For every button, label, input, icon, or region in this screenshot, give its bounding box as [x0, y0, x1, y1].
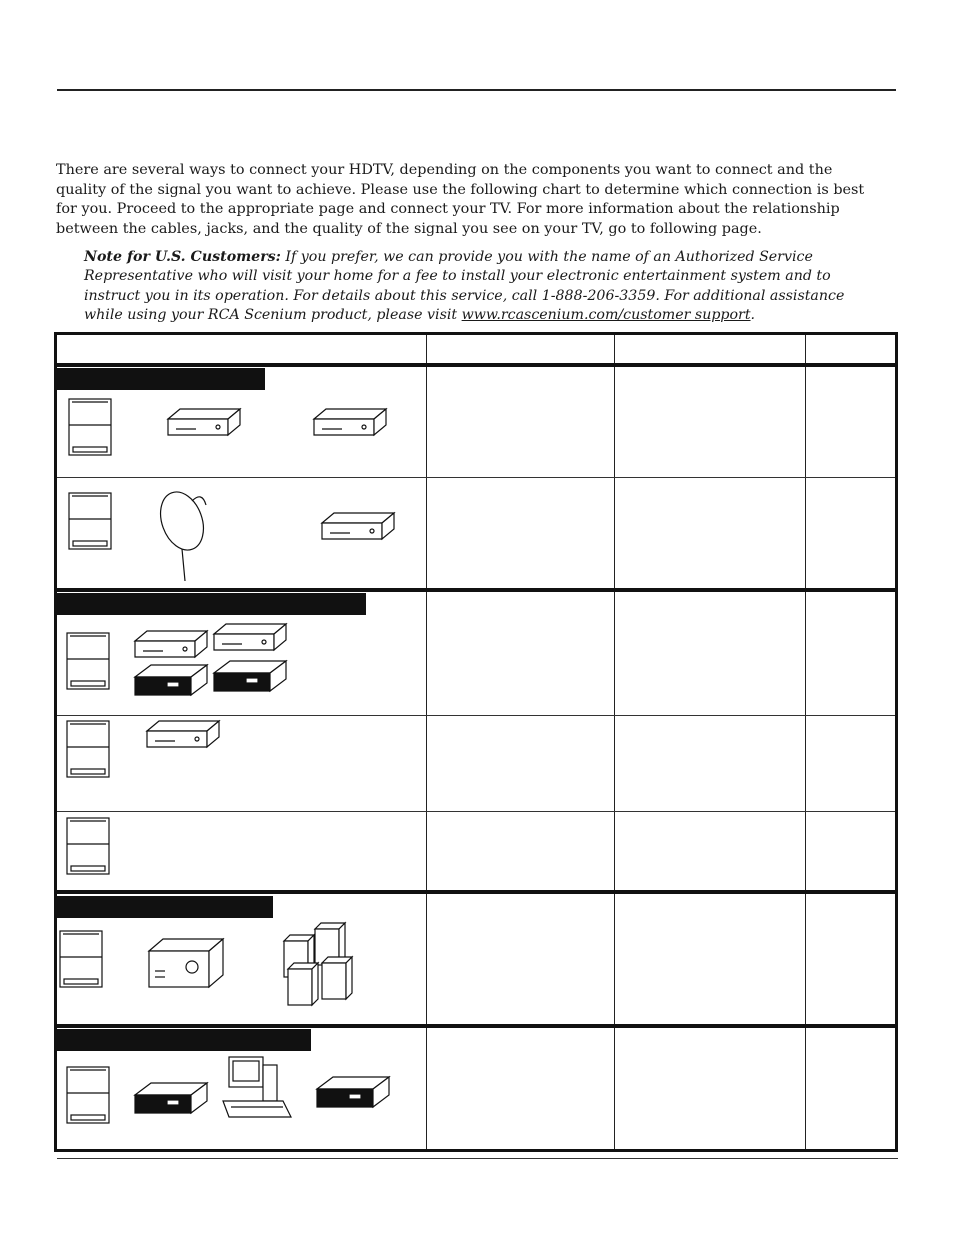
computer-icon — [223, 1057, 291, 1117]
vcr-icon — [135, 631, 207, 657]
header-rule — [57, 89, 896, 91]
speaker-icon — [288, 963, 318, 1005]
tv-icon — [69, 399, 111, 455]
speaker-icon — [322, 957, 352, 999]
receiver-box-icon — [322, 513, 394, 539]
dvd-player-icon — [317, 1077, 389, 1107]
customer-note — [84, 248, 884, 326]
support-link[interactable]: www.rcascenium.com/customer support — [461, 307, 751, 324]
dvd-player-icon — [135, 1083, 207, 1113]
satellite-dish-icon — [153, 486, 211, 581]
note-end: . — [750, 307, 756, 324]
note-text: If you prefer, we can provide you with the name of an Authorized Service Representative who will visit your home for a fee to install your electronic entertainment system and to instruct you in its operation. For details about this service, call 1-888-206-3359. For additional assistance while using your RCA Scenium product, please visit — [84, 249, 845, 324]
vcr-icon — [214, 624, 286, 650]
tv-icon — [67, 633, 109, 689]
connection-chart — [54, 332, 898, 1152]
note-label: Note for U.S. Customers: — [84, 249, 281, 265]
set-top-box-icon — [168, 409, 240, 435]
tv-icon — [67, 818, 109, 874]
vcr-icon — [147, 721, 219, 747]
component-illustrations — [57, 335, 895, 1149]
footer-rule — [57, 1158, 898, 1159]
tv-icon — [69, 493, 111, 549]
intro-paragraph: There are several ways to connect your HDTV, depending on the components you want to connect and the quality of the signal you want to achieve. Please use the following chart to determine which connection is best for you. Proceed to the appropriate page and connect your TV. For more information about the relationship between the cables, jacks, and the quality of the signal you see on your TV, go to following page. — [56, 162, 865, 237]
tv-icon — [60, 931, 102, 987]
receiver-box-icon — [314, 409, 386, 435]
tv-icon — [67, 721, 109, 777]
dvd-player-icon — [214, 661, 286, 691]
dvd-player-icon — [135, 665, 207, 695]
av-receiver-icon — [149, 939, 223, 987]
tv-icon — [67, 1067, 109, 1123]
